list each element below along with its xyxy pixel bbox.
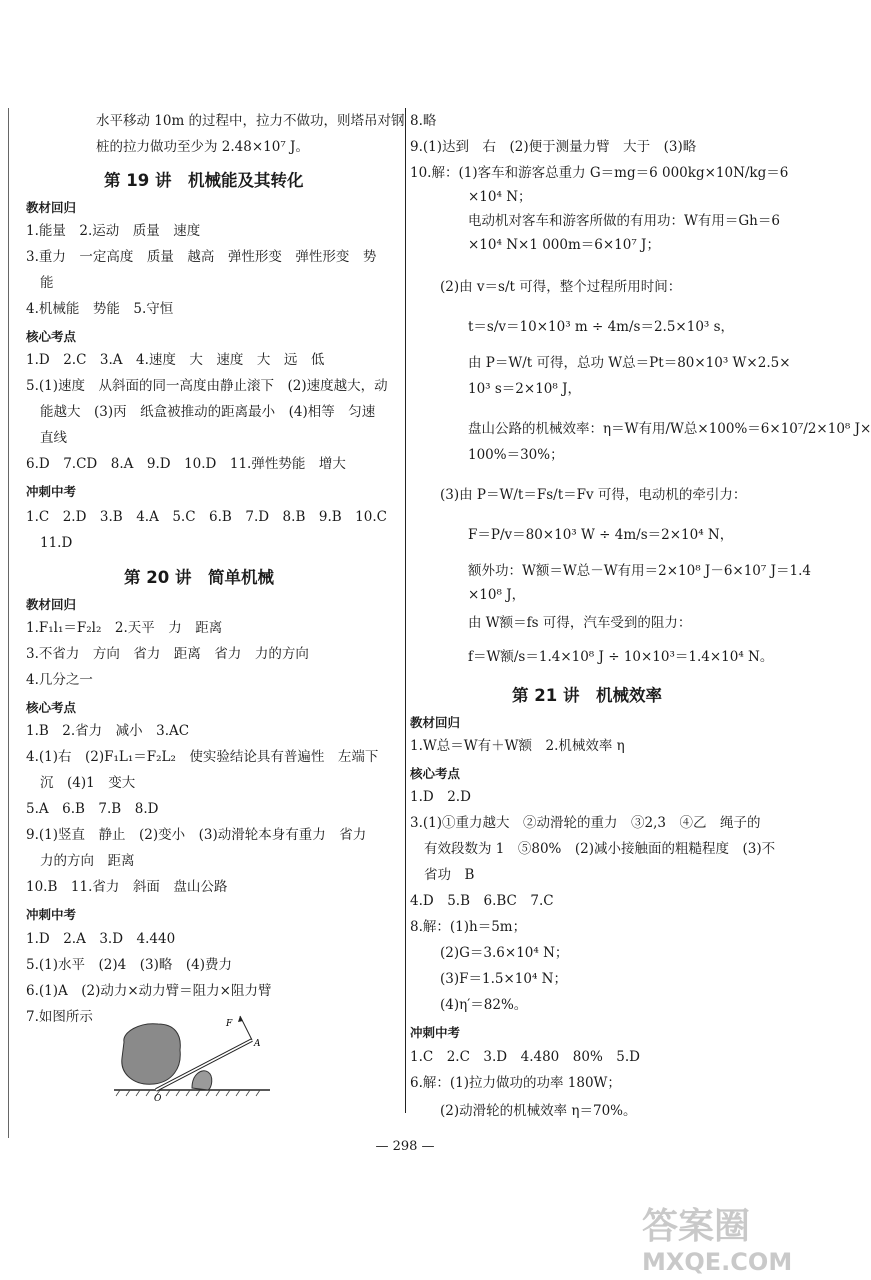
text-line: 4.D 5.B 6.BC 7.C (410, 893, 554, 909)
text-line: 9.(1)竖直 静止 (2)变小 (3)动滑轮本身有重力 省力 (26, 827, 367, 843)
text-line: f＝W额/s＝1.4×10⁸ J ÷ 10×10³＝1.4×10⁴ N。 (468, 649, 774, 665)
text-line: 力的方向 距离 (40, 853, 135, 869)
section-heading: 核心考点 (26, 329, 77, 344)
text-line: 1.F₁l₁＝F₂l₂ 2.天平 力 距离 (26, 620, 223, 636)
text-line: 9.(1)达到 右 (2)便于测量力臂 大于 (3)略 (410, 139, 697, 155)
text-line: 由 W额＝fs 可得，汽车受到的阻力： (468, 615, 692, 631)
text-line: 直线 (40, 430, 67, 446)
text-line: 5.(1)速度 从斜面的同一高度由静止滚下 (2)速度越大，动 (26, 378, 388, 394)
text-line: 10³ s＝2×10⁸ J， (468, 381, 582, 397)
text-line: 桩的拉力做功至少为 2.48×10⁷ J。 (96, 139, 309, 155)
large-rock (122, 1024, 180, 1084)
text-line: 1.D 2.C 3.A 4.速度 大 速度 大 远 低 (26, 352, 325, 368)
text-line: ×10⁸ J， (468, 587, 526, 603)
text-line: 7.如图所示 (26, 1009, 93, 1025)
ground-hatch (116, 1090, 260, 1096)
watermark-logo (636, 1198, 796, 1276)
column-divider (405, 108, 406, 1113)
text-line: 5.(1)水平 (2)4 (3)略 (4)费力 (26, 957, 232, 973)
text-line: 电动机对客车和游客所做的有用功：W有用＝Gh＝6 (468, 213, 780, 229)
text-line: 1.C 2.D 3.B 4.A 5.C 6.B 7.D 8.B 9.B 10.C (26, 509, 387, 525)
section-heading: 冲刺中考 (26, 907, 77, 922)
section-heading: 冲刺中考 (410, 1025, 461, 1040)
text-line: 能 (40, 275, 54, 291)
text-line: F＝P/v＝80×10³ W ÷ 4m/s＝2×10⁴ N， (468, 527, 734, 543)
text-line: 100%＝30%； (468, 447, 564, 463)
label-O: O (154, 1094, 162, 1104)
text-line: (4)η′＝82%。 (440, 997, 528, 1013)
text-line: (2)G＝3.6×10⁴ N； (440, 945, 569, 961)
watermark-bottom: MXQE.COM (642, 1248, 793, 1276)
text-line: 6.D 7.CD 8.A 9.D 10.D 11.弹性势能 增大 (26, 456, 346, 472)
text-line: 盘山公路的机械效率：η＝W有用/W总×100%＝6×10⁷/2×10⁸ J× (468, 421, 871, 437)
text-line: 4.几分之一 (26, 672, 93, 688)
section-heading: 核心考点 (410, 766, 461, 781)
text-line: 1.B 2.省力 减小 3.AC (26, 723, 190, 739)
text-line: 6.解：(1)拉力做功的功率 180W； (410, 1075, 621, 1091)
text-line: 1.D 2.A 3.D 4.440 (26, 931, 176, 947)
watermark-top: 答案圈 (642, 1206, 751, 1247)
text-line: 水平移动 10m 的过程中，拉力不做功，则塔吊对钢 (96, 113, 405, 129)
text-line: 4.机械能 势能 5.守恒 (26, 301, 174, 317)
text-line: 10.B 11.省力 斜面 盘山公路 (26, 879, 228, 895)
text-line: 有效段数为 1 ⑤80% (2)减小接触面的粗糙程度 (3)不 (424, 841, 776, 857)
label-A: A (254, 1039, 261, 1049)
section-heading: 核心考点 (26, 700, 77, 715)
text-line: (2)由 v＝s/t 可得，整个过程所用时间： (440, 279, 682, 295)
text-line: 3.(1)①重力越大 ②动滑轮的重力 ③2,3 ④乙 绳子的 (410, 815, 761, 831)
text-line: 11.D (40, 535, 73, 551)
text-line: 3.不省力 方向 省力 距离 省力 力的方向 (26, 646, 309, 662)
section-heading: 教材回归 (26, 200, 77, 215)
text-line: 8.略 (410, 113, 437, 129)
page-edge-line (8, 108, 9, 1138)
text-line: 4.(1)右 (2)F₁L₁＝F₂L₂ 使实验结论具有普遍性 左端下 (26, 749, 379, 765)
text-line: 能越大 (3)丙 纸盒被推动的距离最小 (4)相等 匀速 (40, 404, 376, 420)
text-line: t＝s/v＝10×10³ m ÷ 4m/s＝2.5×10³ s， (468, 319, 735, 335)
text-line: 1.能量 2.运动 质量 速度 (26, 223, 201, 239)
section-heading: 教材回归 (410, 715, 461, 730)
text-line: 额外功：W额＝W总－W有用＝2×10⁸ J－6×10⁷ J＝1.4 (468, 563, 811, 579)
text-line: (2)动滑轮的机械效率 η＝70%。 (440, 1103, 637, 1119)
section-heading: 教材回归 (26, 597, 77, 612)
label-F: F (226, 1019, 233, 1029)
text-line: (3)F＝1.5×10⁴ N； (440, 971, 567, 987)
arrow-head (238, 1016, 243, 1022)
text-line: 1.D 2.D (410, 789, 471, 805)
text-line: 沉 (4)1 变大 (40, 775, 136, 791)
text-line: 3.重力 一定高度 质量 越高 弹性形变 弹性形变 势 (26, 249, 377, 265)
lecture-20-title: 第 20 讲 简单机械 (124, 568, 274, 587)
page-number: — 298 — (375, 1139, 435, 1154)
text-line: 1.C 2.C 3.D 4.480 80% 5.D (410, 1049, 640, 1065)
text-line: 1.W总＝W有＋W额 2.机械效率 η (410, 738, 625, 754)
text-line: 10.解：(1)客车和游客总重力 G＝mg＝6 000kg×10N/kg＝6 (410, 165, 789, 181)
text-line: ×10⁴ N×1 000m＝6×10⁷ J； (468, 237, 660, 253)
text-line: 5.A 6.B 7.B 8.D (26, 801, 159, 817)
text-line: 省功 B (424, 867, 475, 883)
text-line: 6.(1)A (2)动力×动力臂＝阻力×阻力臂 (26, 983, 272, 999)
lever-figure (112, 1012, 272, 1102)
lecture-19-title: 第 19 讲 机械能及其转化 (104, 171, 304, 190)
text-line: ×10⁴ N； (468, 189, 532, 205)
lecture-21-title: 第 21 讲 机械效率 (512, 686, 662, 705)
text-line: 由 P＝W/t 可得，总功 W总＝Pt＝80×10³ W×2.5× (468, 355, 791, 371)
text-line: 8.解：(1)h＝5m； (410, 919, 527, 935)
section-heading: 冲刺中考 (26, 484, 77, 499)
text-line: (3)由 P＝W/t＝Fs/t＝Fv 可得，电动机的牵引力： (440, 487, 747, 503)
small-rock (192, 1071, 212, 1090)
